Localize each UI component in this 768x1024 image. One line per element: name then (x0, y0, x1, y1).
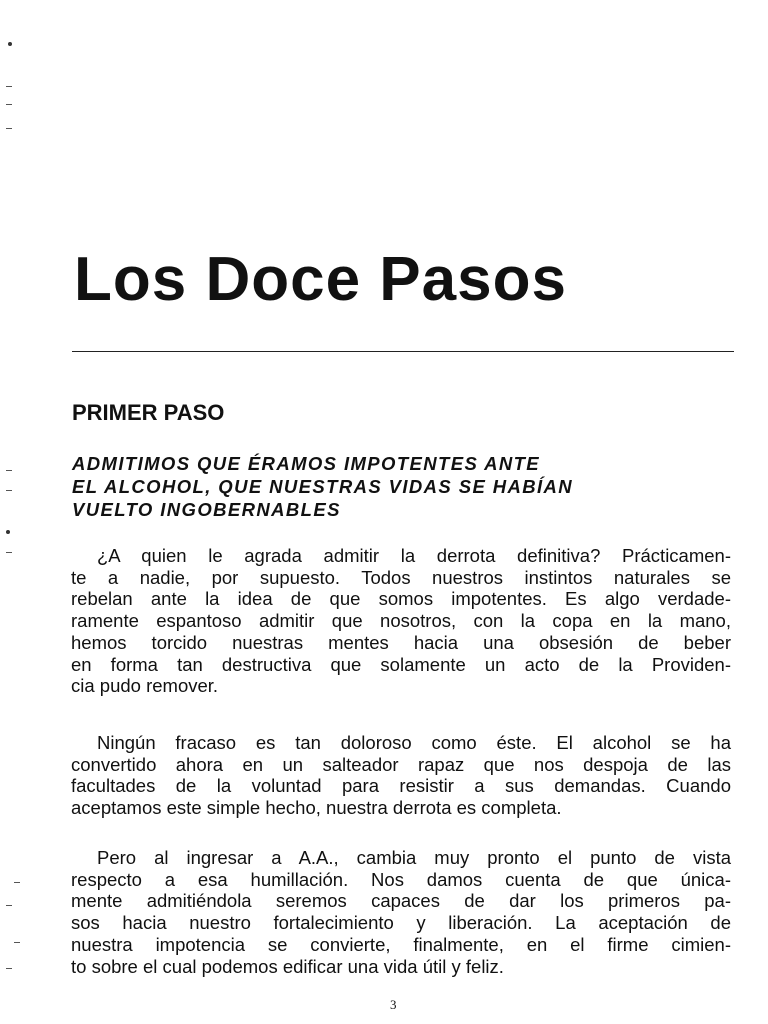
scan-speck (6, 968, 12, 969)
paragraph-line: te a nadie, por supuesto. Todos nuestros instintos naturales se (71, 566, 731, 588)
paragraph-line: cia pudo remover. (71, 675, 219, 697)
paragraph-line: aceptamos este simple hecho, nuestra derrota es completa. (71, 797, 562, 819)
scan-speck (6, 905, 12, 906)
paragraph-line: mente admitiéndola seremos capaces de dar los primeros pa- (71, 890, 731, 912)
step-statement (72, 452, 573, 521)
scan-speck (6, 490, 12, 491)
step-statement-line: ADMITIMOS QUE ÉRAMOS IMPOTENTES ANTE (72, 453, 541, 474)
step-heading: PRIMER PASO (72, 400, 225, 425)
paragraph-line: ¿A quien le agrada admitir la derrota definitiva? Prácticamen- (97, 545, 731, 566)
page-title: Los Doce Pasos (74, 245, 567, 314)
paragraph-line: facultades de la voluntad para resistir a sus demandas. Cuando (71, 775, 731, 797)
scan-speck (14, 942, 20, 943)
paragraph-line: respecto a esa humillación. Nos damos cuenta de que única- (71, 868, 731, 890)
paragraph-3 (71, 847, 731, 977)
scan-speck (6, 470, 12, 471)
paragraph-line: Ningún fracaso es tan doloroso como éste. El alcohol se ha (97, 732, 731, 753)
scan-speck (6, 128, 12, 129)
paragraph-1 (71, 545, 731, 697)
paragraph-line: hemos torcido nuestras mentes hacia una obsesión de beber (71, 631, 731, 653)
scan-speck (6, 552, 12, 553)
scan-speck (14, 882, 20, 883)
scan-speck (8, 42, 12, 46)
paragraph-line: nuestra impotencia se convierte, finalmente, en el firme cimien- (71, 933, 731, 955)
step-statement-line: EL ALCOHOL, QUE NUESTRAS VIDAS SE HABÍAN (72, 476, 574, 497)
scan-speck (6, 530, 10, 534)
step-statement-line: VUELTO INGOBERNABLES (72, 499, 341, 520)
paragraph-line: rebelan ante la idea de que somos impotentes. Es algo verdade- (71, 588, 731, 610)
title-divider (72, 351, 734, 352)
page-number: 3 (390, 997, 397, 1012)
scan-speck (6, 86, 12, 87)
paragraph-line: ramente espantoso admitir que nosotros, con la copa en la mano, (71, 610, 731, 632)
paragraph-line: convertido ahora en un salteador rapaz que nos despoja de las (71, 753, 731, 775)
paragraph-line: en forma tan destructiva que solamente un acto de la Providen- (71, 653, 731, 675)
scan-speck (6, 104, 12, 105)
paragraph-line: Pero al ingresar a A.A., cambia muy pronto el punto de vista (97, 847, 731, 868)
paragraph-2 (71, 732, 731, 819)
paragraph-line: sos hacia nuestro fortalecimiento y liberación. La aceptación de (71, 912, 731, 934)
paragraph-line: to sobre el cual podemos edificar una vida útil y feliz. (71, 955, 504, 977)
